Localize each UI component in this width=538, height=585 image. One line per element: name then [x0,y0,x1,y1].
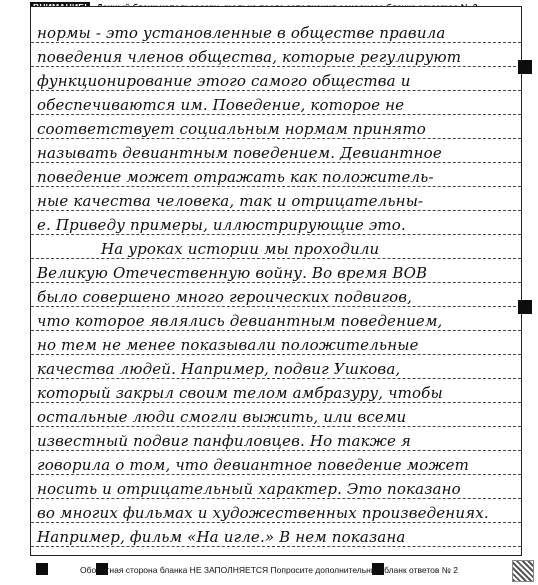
rule-line [31,282,521,283]
rule-line [31,258,521,259]
rule-line [31,330,521,331]
handwritten-line: функционирование этого самого общества и [37,72,411,90]
handwritten-line: поведение может отражать как положитель- [37,168,434,186]
rule-line [31,66,521,67]
rule-line [31,186,521,187]
rule-line [31,426,521,427]
rule-line [31,210,521,211]
handwritten-line: соответствует социальным нормам принято [37,120,426,138]
rule-line [31,138,521,139]
rule-line [31,162,521,163]
handwritten-line: который закрыл своим телом амбразуру, чтобы [37,384,443,402]
handwritten-line: Великую Отечественную войну. Во время ВОВ [37,264,428,282]
handwritten-line: было совершено много героических подвигов, [37,288,413,306]
rule-line [31,474,521,475]
rule-line [31,378,521,379]
rule-line [31,114,521,115]
handwritten-line: На уроках истории мы проходили [101,240,380,258]
rule-line [31,450,521,451]
footer [0,560,538,580]
rule-line [31,546,521,547]
handwritten-line: ные качества человека, так и отрицательны- [37,192,424,210]
handwritten-line: е. Приведу примеры, иллюстрирующие это. [37,216,406,234]
handwritten-line: нормы - это установленные в обществе правила [37,24,446,42]
rule-line [31,402,521,403]
footer-text: Оборотная сторона бланка НЕ ЗАПОЛНЯЕТСЯ Попросите дополнительный бланк ответов № 2 [80,565,458,575]
handwritten-line: называть девиантным поведением. Девиантное [37,144,442,162]
handwritten-answer-area [31,22,521,556]
handwritten-line: остальные люди смогли выжить, или всеми [37,408,407,426]
rule-line [31,234,521,235]
registration-mark [518,60,532,74]
rule-line [31,354,521,355]
handwritten-line: известный подвиг панфиловцев. Но также я [37,432,411,450]
handwritten-line: что которое являлись девиантным поведением, [37,312,443,330]
rule-line [31,522,521,523]
handwritten-line: Например, фильм «На игле.» В нем показана [37,528,406,546]
handwritten-line: во многих фильмах и художественных произведениях. [37,504,489,522]
handwritten-line: но тем не менее показывали положительные [37,336,419,354]
rule-line [31,498,521,499]
rule-line [31,306,521,307]
handwritten-line: говорила о том, что девиантное поведение может [37,456,470,474]
handwritten-line: качества людей. Например, подвиг Ушкова, [37,360,401,378]
handwritten-line: поведения членов общества, которые регулируют [37,48,462,66]
handwritten-line: носить и отрицательный характер. Это показано [37,480,461,498]
handwritten-line: обеспечиваются им. Поведение, которое не [37,96,405,114]
rule-line [31,90,521,91]
qr-code-icon [512,560,534,582]
rule-line [31,42,521,43]
registration-mark [518,300,532,314]
